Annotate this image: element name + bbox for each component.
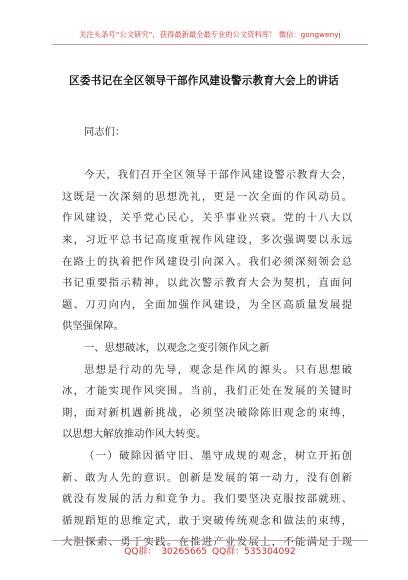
paragraph-2-line: 思想是行动的先导，观念是作风的源头。只有思想破	[84, 363, 352, 376]
paragraph-1-line: 来，习近平总书记高度重视作风建设，多次强调要以永远	[62, 233, 352, 246]
paragraph-2-line: 期，面对新机遇新挑战，必须坚决破除陈旧观念的束缚，	[62, 406, 352, 419]
paragraph-2-line: 冰，才能实现作风突围。当前，我们正处在发展的关键时	[62, 385, 352, 398]
paragraph-2-line: 以思想大解放推动作风大转变。	[62, 428, 207, 441]
paragraph-1-line: 题、刀刃向内，全面加强作风建设，为全区高质量发展提	[62, 298, 352, 311]
footer-banner	[52, 540, 368, 559]
paragraph-3-line: （一）破除因循守旧、墨守成规的观念，树立开拓创	[84, 449, 352, 462]
paragraph-1-line: 这既是一次深刻的思想洗礼，更是一次全面的作风动员。	[62, 190, 352, 203]
paragraph-1-line: 今天，我们召开全区领导干部作风建设警示教育大会，	[84, 169, 352, 182]
document-body	[62, 122, 352, 554]
footer-qq-groups: QQ群： 30265665 QQ群：535304092	[124, 547, 296, 557]
header-promo-text: 关注头条号“公文研究”，获得最新最全最专业的公文资料库！ 微信：gongwenyj	[79, 30, 341, 39]
spacer	[62, 144, 352, 166]
paragraph-1-line: 在路上的执着把作风建设引向深入。我们必须深刻领会总	[62, 255, 352, 268]
paragraph-3-line: 循规蹈矩的思维定式，敢于突破传统观念和做法的束缚，	[62, 514, 352, 527]
paragraph-3-line: 就没有发展的活力和竞争力。我们要坚决克服按部就班、	[62, 493, 352, 506]
document-title: 区委书记在全区领导干部作风建设警示教育大会上的讲话	[69, 75, 339, 87]
paragraph-1-line: 作风建设，关乎党心民心，关乎事业兴衰。党的十八大以	[62, 212, 352, 225]
paragraph-1-line: 书记重要指示精神，以此次警示教育大会为契机，直面问	[62, 277, 352, 290]
section-heading-1: 一、思想破冰，以观念之变引领作风之新	[84, 341, 270, 354]
header-banner	[52, 24, 368, 45]
greeting: 同志们：	[84, 126, 126, 138]
paragraph-3-line: 大胆探索、勇于实践。在推进产业发展上，不能满足于现	[62, 536, 352, 549]
paragraph-3-line: 新、敢为人先的意识。创新是发展的第一动力，没有创新	[62, 471, 352, 484]
paragraph-1-line: 供坚强保障。	[62, 320, 124, 333]
